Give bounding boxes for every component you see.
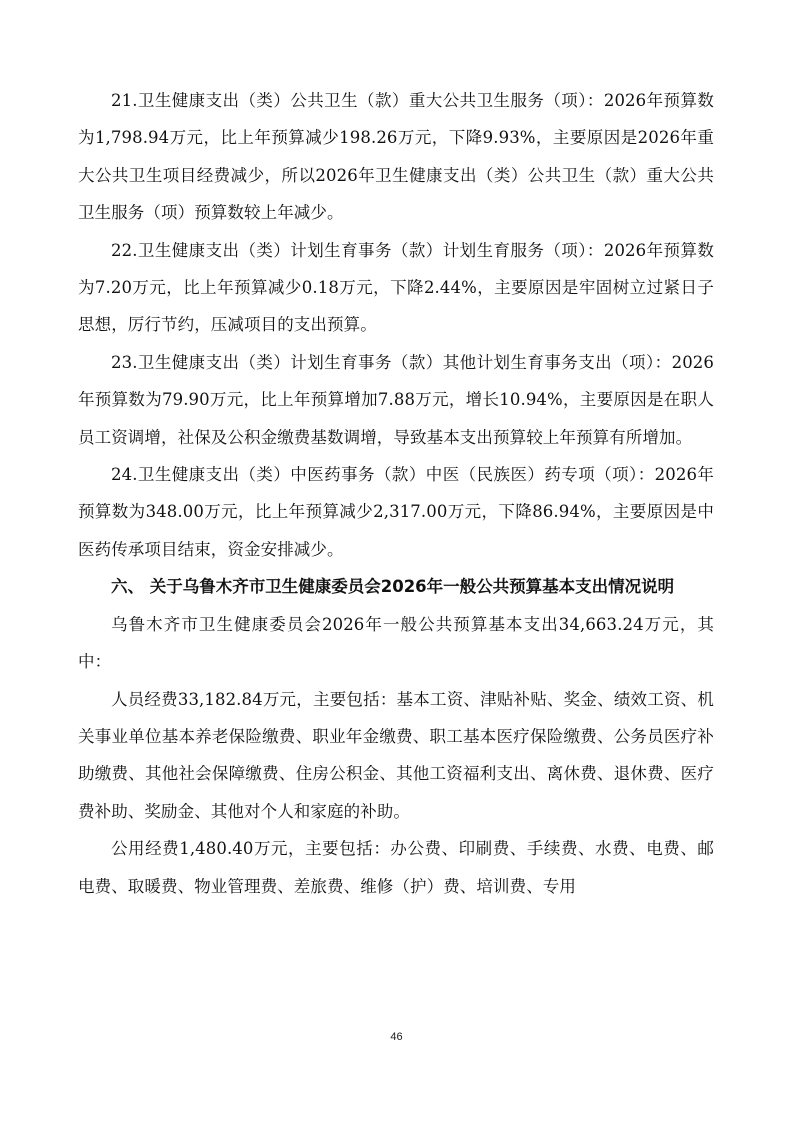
document-body — [78, 82, 714, 905]
public-expense-paragraph: 公用经费1,480.40万元，主要包括：办公费、印刷费、手续费、水费、电费、邮电费、取暖费、物业管理费、差旅费、维修（护）费、培训费、专用 — [78, 839, 714, 896]
paragraph-24: 24.卫生健康支出（类）中医药事务（款）中医（民族医）药专项（项）：2026年预算数为348.00万元，比上年预算减少2,317.00万元，下降86.94%，主要原因是中医药传承项目结束，资金安排减少。 — [78, 465, 714, 559]
section-heading: 六、 关于乌鲁木齐市卫生健康委员会2026年一般公共预算基本支出情况说明 — [111, 577, 675, 597]
personnel-expense-paragraph: 人员经费33,182.84万元，主要包括：基本工资、津贴补贴、奖金、绩效工资、机关事业单位基本养老保险缴费、职业年金缴费、职工基本医疗保险缴费、公务员医疗补助缴费、其他社会保障缴费、住房公积金、其他工资福利支出、离休费、退休费、医疗费补助、奖励金、其他对个人和家庭的补助。 — [78, 689, 714, 821]
paragraph-21: 21.卫生健康支出（类）公共卫生（款）重大公共卫生服务（项）：2026年预算数为1,798.94万元，比上年预算减少198.26万元，下降9.93%，主要原因是2026年重大公共卫生项目经费减少，所以2026年卫生健康支出（类）公共卫生（款）重大公共卫生服务（项）预算数较上年减少。 — [78, 91, 714, 223]
paragraph-23: 23.卫生健康支出（类）计划生育事务（款）其他计划生育事务支出（项）：2026年预算数为79.90万元，比上年预算增加7.88万元，增长10.94%，主要原因是在职人员工资调增，社保及公积金缴费基数调增，导致基本支出预算较上年预算有所增加。 — [78, 352, 714, 447]
paragraph-22: 22.卫生健康支出（类）计划生育事务（款）计划生育服务（项）：2026年预算数为7.20万元，比上年预算减少0.18万元，下降2.44%，主要原因是牢固树立过紧日子思想，厉行节约，压减项目的支出预算。 — [78, 240, 714, 335]
page-number: 46 — [390, 1031, 403, 1043]
summary-paragraph: 乌鲁木齐市卫生健康委员会2026年一般公共预算基本支出34,663.24万元，其中： — [78, 614, 714, 672]
